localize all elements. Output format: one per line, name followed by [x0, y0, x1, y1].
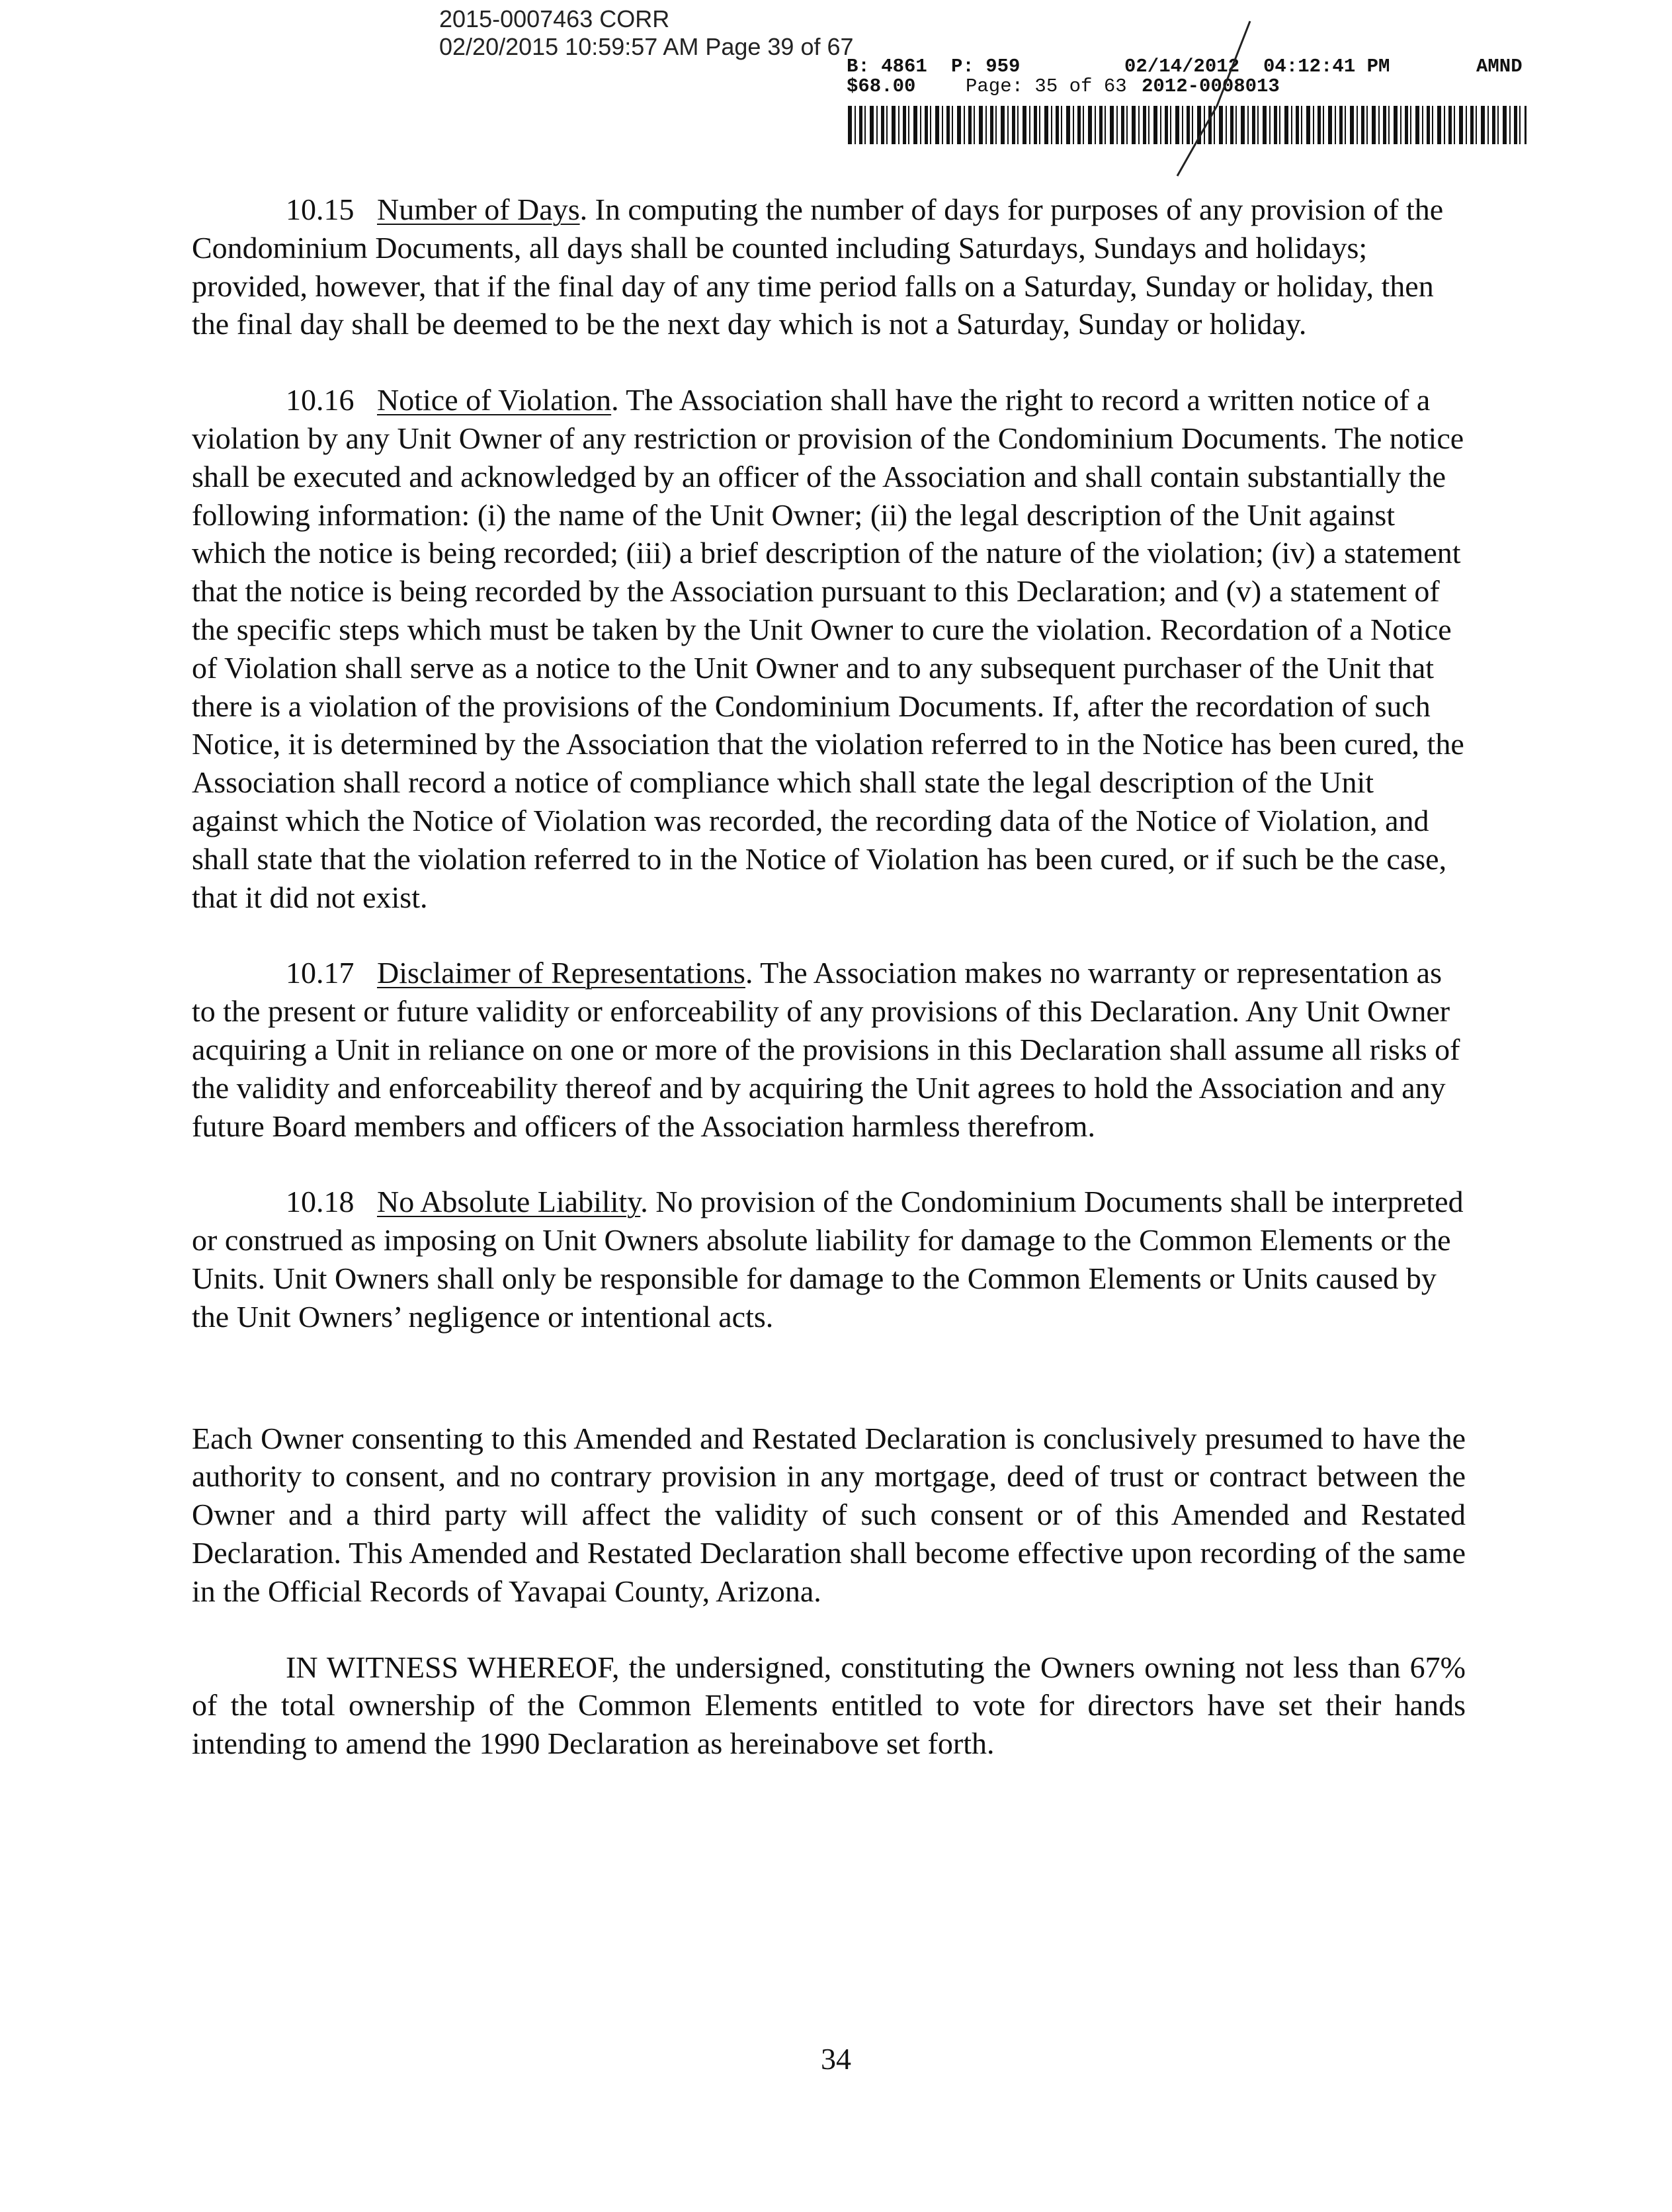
page-number: 34 [821, 2042, 851, 2076]
stamp-page-label: Page: 35 of 63 [966, 75, 1127, 97]
section-text: No provision of the Condominium Documents shall be interpreted or construed as imposing on Unit Owners absolute liability for damage to the Common Elements or the Units. Unit Owners shall only be responsible for damage to the Common Elements or Units caused by the Unit Owners’ negligence or intentional acts. [192, 1185, 1464, 1334]
section-10-18: 10.18 No Absolute Liability. No provision of the Condominium Documents shall be interpreted or construed as imposing on Unit Owners absolute liability for damage to the Common Elements or the Units. Unit Owners shall only be responsible for damage to the Common Elements or Units caused by the Unit Owners’ negligence or intentional acts. [192, 1183, 1466, 1336]
section-title: Disclaimer of Representations [377, 956, 745, 990]
stamp-time: 04:12:41 PM [1263, 56, 1390, 77]
document-body [192, 191, 1466, 1763]
witness-paragraph: IN WITNESS WHEREOF, the undersigned, constituting the Owners owning not less than 67% of the total ownership of the Common Elements entitled to vote for directors have set their hands intending to amend the 1990 Declaration as hereinabove set forth. [192, 1650, 1466, 1761]
recording-header [439, 5, 854, 61]
section-title: No Absolute Liability [377, 1185, 641, 1219]
section-number: 10.15 [286, 192, 355, 226]
recording-header-line2: 02/20/2015 10:59:57 AM Page 39 of 67 [439, 33, 854, 60]
section-title: Number of Days [377, 192, 580, 226]
section-text: The Association makes no warranty or representation as to the present or future validity or enforceability of any provisions of this Declaration. Any Unit Owner acquiring a Unit in reliance on one or more of the provisions in this Declaration shall assume all risks of the validity and enforceability thereof and by acquiring the Unit agrees to hold the Association and any future Board members and officers of the Association harmless therefrom. [192, 956, 1460, 1143]
consent-paragraph: Each Owner consenting to this Amended and Restated Declaration is conclusively presumed to have the authority to consent, and no contrary provision in any mortgage, deed of trust or contract between the Owner and a third party will affect the validity of such consent or of this Amended and Restated Declaration. This Amended and Restated Declaration shall become effective upon recording of the same in the Official Records of Yavapai County, Arizona. [192, 1421, 1466, 1608]
section-10-16: 10.16 Notice of Violation. The Association shall have the right to record a written notice of a violation by any Unit Owner of any restriction or provision of the Condominium Documents. The notice shall be executed and acknowledged by an officer of the Association and shall contain substantially the following information: (i) the name of the Unit Owner; (ii) the legal description of the Unit against which the notice is being recorded; (iii) a brief description of the nature of the violation; (iv) a statement that the notice is being recorded by the Association pursuant to this Declaration; and (v) a statement of the specific steps which must be taken by the Unit Owner to cure the violation. Recordation of a Notice of Violation shall serve as a notice to the Unit Owner and to any subsequent purchaser of the Unit that there is a violation of the provisions of the Condominium Documents. If, after the recordation of such Notice, it is determined by the Association that the violation referred to in the Notice has been cured, the Association shall record a notice of compliance which shall state the legal description of the Unit against which the Notice of Violation was recorded, the recording data of the Notice of Violation, and shall state that the violation referred to in the Notice of Violation has been cured, or if such be the case, that it did not exist. [192, 381, 1466, 916]
stamp-book: B: 4861 [847, 56, 927, 77]
recording-header-line1: 2015-0007463 CORR [439, 5, 670, 32]
section-10-15: 10.15 Number of Days. In computing the number of days for purposes of any provision of the Condominium Documents, all days shall be counted including Saturdays, Sundays and holidays; provided, however, that if the final day of any time period falls on a Saturday, Sunday or holiday, then the final day shall be deemed to be the next day which is not a Saturday, Sunday or holiday. [192, 191, 1466, 343]
section-number: 10.17 [286, 956, 355, 990]
stamp-doc-no: 2012-0008013 [1142, 75, 1280, 97]
section-10-17: 10.17 Disclaimer of Representations. The Association makes no warranty or representation as to the present or future validity or enforceability of any provisions of this Declaration. Any Unit Owner acquiring a Unit in reliance on one or more of the provisions in this Declaration shall assume all risks of the validity and enforceability thereof and by acquiring the Unit agrees to hold the Association and any future Board members and officers of the Association harmless therefrom. [192, 954, 1466, 1145]
section-number: 10.16 [286, 383, 355, 417]
section-title: Notice of Violation [377, 383, 612, 417]
stamp-type: AMND [1476, 56, 1523, 77]
handwritten-slash-mark [1138, 20, 1303, 179]
section-text: The Association shall have the right to record a written notice of a violation by any Unit Owner of any restriction or provision of the Condominium Documents. The notice shall be executed and acknowledged by an officer of the Association and shall contain substantially the following information: (i) the name of the Unit Owner; (ii) the legal description of the Unit against which the notice is being recorded; (iii) a brief description of the nature of the violation; (iv) a statement that the notice is being recorded by the Association pursuant to this Declaration; and (v) a statement of the specific steps which must be taken by the Unit Owner to cure the violation. Recordation of a Notice of Violation shall serve as a notice to the Unit Owner and to any subsequent purchaser of the Unit that there is a violation of the provisions of the Condominium Documents. If, after the recordation of such Notice, it is determined by the Association that the violation referred to in the Notice has been cured, the Association shall record a notice of compliance which shall state the legal description of the Unit against which the Notice of Violation was recorded, the recording data of the Notice of Violation, and shall state that the violation referred to in the Notice of Violation has been cured, or if such be the case, that it did not exist. [192, 383, 1464, 914]
section-number: 10.18 [286, 1185, 355, 1219]
section-text: In computing the number of days for purposes of any provision of the Condominium Documents, all days shall be counted including Saturdays, Sundays and holidays; provided, however, that if the final day of any time period falls on a Saturday, Sunday or holiday, then the final day shall be deemed to be the next day which is not a Saturday, Sunday or holiday. [192, 192, 1444, 341]
stamp-fee: $68.00 [847, 75, 916, 97]
stamp-date: 02/14/2012 [1124, 56, 1240, 77]
stamp-page-ref: P: 959 [951, 56, 1021, 77]
